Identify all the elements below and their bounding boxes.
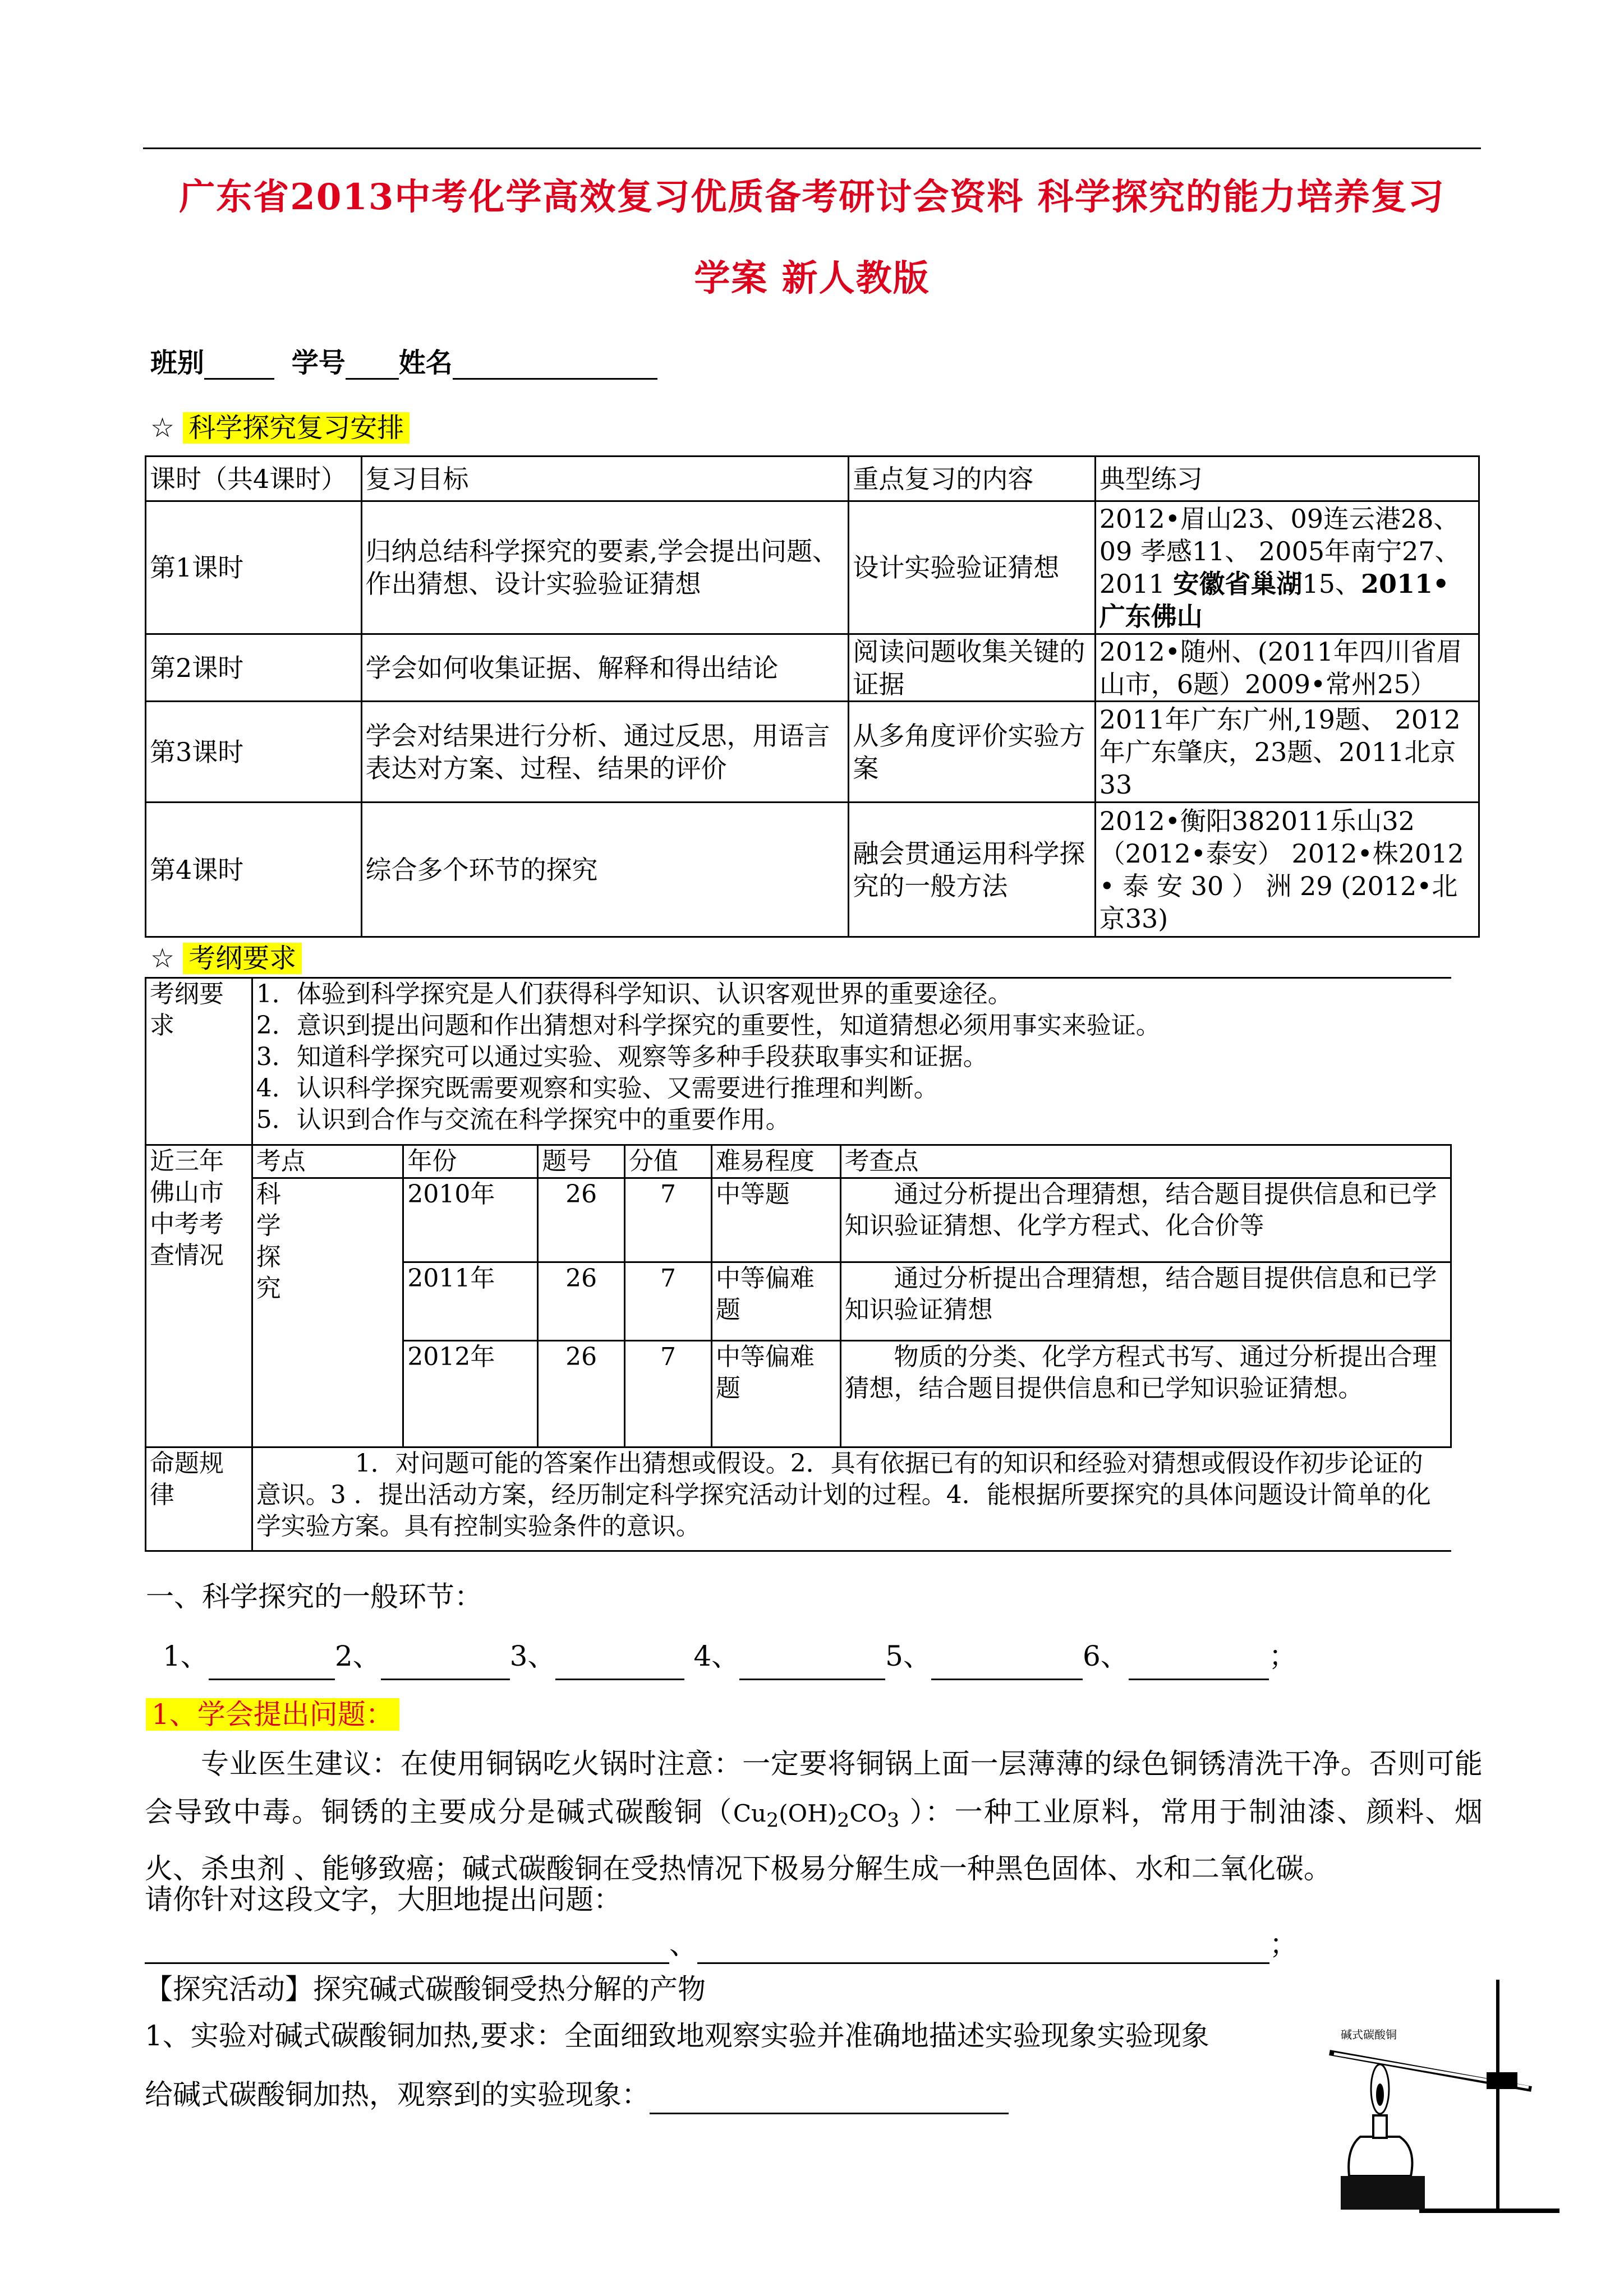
formula: [733, 1800, 900, 1832]
rule-label: 命题规律: [146, 1447, 252, 1551]
exam-point: 物质的分类、化学方程式书写、通过分析提出合理猜想，结合题目提供信息和已学知识验证猜想。: [840, 1341, 1451, 1447]
exam-topic: [252, 1178, 403, 1447]
focus-cell: 从多角度评价实验方案: [849, 702, 1095, 803]
blank-label: 2、: [334, 1640, 381, 1672]
syllabus-table: [145, 977, 1452, 1552]
top-rule: [143, 147, 1481, 149]
table-row: [146, 501, 1479, 634]
req-item: 5．认识到合作与交流在科学探究中的重要作用。: [256, 1105, 790, 1134]
doctor-advice-paragraph: [145, 1740, 1483, 1893]
name-field[interactable]: [453, 349, 657, 380]
practice-text: 2012•眉山23、09连云港28、09 孝感11、 2005年南宁27、2011: [1099, 504, 1461, 599]
exam-header: 分值: [625, 1145, 712, 1178]
part2-heading: [146, 1690, 399, 1739]
heating-apparatus-diagram: [1307, 1968, 1565, 2215]
blank-end: ；: [1268, 1640, 1297, 1672]
star-icon: ☆: [150, 943, 175, 974]
part1-heading: 一、科学探究的一般环节：: [146, 1580, 482, 1613]
practice-cell: [1095, 501, 1479, 634]
practice-bold: 安徽省巢湖: [1173, 569, 1303, 599]
question-field[interactable]: [145, 1933, 669, 1964]
doc-title-line1: 广东省2013中考化学高效复习优质备考研讨会资料 科学探究的能力培养复习: [179, 176, 1445, 218]
requirements-row: [146, 978, 1451, 1145]
table-row: [146, 634, 1479, 702]
end: ；: [1269, 1928, 1298, 1961]
schedule-header-row: [146, 457, 1479, 501]
req-item: 4．认识科学探究既需要观察和实验、又需要进行推理和判断。: [256, 1074, 938, 1103]
schedule-header: 复习目标: [361, 457, 849, 501]
exam-point: 通过分析提出合理猜想，结合题目提供信息和已学知识验证猜想: [840, 1262, 1451, 1341]
number-label: 学号: [291, 347, 346, 379]
formula-sub: 2: [766, 1809, 779, 1832]
exam-header: 难易程度: [711, 1145, 840, 1178]
goal-cell: 归纳总结科学探究的要素,学会提出问题、作出猜想、设计实验验证猜想: [361, 501, 849, 634]
focus-cell: 阅读问题收集关键的证据: [849, 634, 1095, 702]
blank-field[interactable]: [739, 1649, 885, 1680]
step2-text: 给碱式碳酸铜加热，观察到的实验现象：: [145, 2078, 650, 2111]
goal-cell: 学会如何收集证据、解释和得出结论: [361, 634, 849, 702]
exam-level: 中等题: [711, 1178, 840, 1262]
exam-num: 26: [538, 1178, 625, 1262]
exam-header: 考查点: [840, 1145, 1451, 1178]
focus-cell: 设计实验验证猜想: [849, 501, 1095, 634]
formula-part: (OH): [779, 1800, 838, 1827]
question-field[interactable]: [697, 1933, 1269, 1964]
steps-blanks: [163, 1632, 1297, 1680]
exam-score: 7: [625, 1178, 712, 1262]
activity-title: 【探究活动】探究碱式碳酸铜受热分解的产物: [145, 1973, 706, 2005]
practice-cell: 2012•随州、(2011年四川省眉山市，6题）2009•常州25）: [1095, 634, 1479, 702]
schedule-table: [145, 455, 1480, 938]
figure-label: 碱式碳酸铜: [1341, 2028, 1397, 2041]
exam-header: 考点: [252, 1145, 403, 1178]
lesson-cell: 第4课时: [146, 803, 362, 937]
exam-num: 26: [538, 1262, 625, 1341]
goal-cell: 学会对结果进行分析、通过反思，用语言表达对方案、过程、结果的评价: [361, 702, 849, 803]
rule-text: 1．对问题可能的答案作出猜想或假设。2．具有依据已有的知识和经验对猜想或假设作初步论证的意识。3 ．提出活动方案，经历制定科学探究活动计划的过程。4．能根据所要探究的具体问题设计简单的化学实验方案。具有控制实验条件的意识。: [252, 1447, 1451, 1551]
practice-text: 15、: [1302, 569, 1361, 599]
blank-field[interactable]: [555, 1649, 684, 1680]
exam-level: 中等偏难题: [711, 1341, 840, 1447]
blank-field[interactable]: [1129, 1649, 1269, 1680]
table-row: [146, 1178, 1451, 1262]
table-row: [146, 803, 1479, 937]
lamp-wick: [1373, 2115, 1387, 2138]
exam-header: 题号: [538, 1145, 625, 1178]
exam-score: 7: [625, 1262, 712, 1341]
blank-field[interactable]: [931, 1649, 1083, 1680]
exam-num: 26: [538, 1341, 625, 1447]
section2-heading: [150, 937, 302, 975]
exam-year: 2012年: [403, 1341, 538, 1447]
req-item: 1．体验到科学探究是人们获得科学知识、认识客观世界的重要途径。: [256, 980, 1013, 1008]
lesson-cell: 第3课时: [146, 702, 362, 803]
schedule-header: 课时（共4课时）: [146, 457, 362, 501]
number-field[interactable]: [346, 349, 399, 380]
blank-field[interactable]: [381, 1649, 510, 1680]
exam-score: 7: [625, 1341, 712, 1447]
exam-label: 近三年佛山市中考考查情况: [146, 1145, 252, 1447]
observation-field[interactable]: [650, 2083, 1009, 2114]
question-blanks: [145, 1925, 1298, 1964]
req-item: 3．知道科学探究可以通过实验、观察等多种手段获取事实和证据。: [256, 1043, 988, 1071]
practice-cell: 2012•衡阳382011乐山32（2012•泰安） 2012•株2012 • 泰 安 30 ） 洲 29 (2012•北京33): [1095, 803, 1479, 937]
student-info: [150, 341, 657, 380]
exam-header-row: [146, 1145, 1451, 1178]
exam-topic-text: 科学探究: [256, 1180, 281, 1303]
formula-sub: 3: [887, 1809, 900, 1832]
para-text: 专业医生建议：在使用铜锅吃火锅时注意：一定要将铜锅上面一层薄薄的绿色铜锈清洗干净。否则可能会导致中毒。铜锈的主要成分是碱式碳酸铜（: [145, 1748, 1483, 1828]
doc-title-line2: 学案 新人教版: [694, 257, 930, 299]
section1-title: 科学探究复习安排: [183, 412, 410, 444]
table-row: [146, 702, 1479, 803]
practice-cell: 2011年广东广州,19题、 2012年广东肇庆，23题、2011北京33: [1095, 702, 1479, 803]
lesson-cell: 第1课时: [146, 501, 362, 634]
step1-text: 1、实验对碱式碳酸铜加热,要求：全面细致地观察实验并准确地描述实验现象实验现象: [145, 2020, 1209, 2052]
class-field[interactable]: [204, 349, 274, 380]
blank-label: 3、: [509, 1640, 556, 1672]
blank-label: 1、: [163, 1640, 209, 1672]
class-label: 班别: [150, 347, 205, 379]
blank-label: 4、: [693, 1640, 740, 1672]
focus-cell: 融会贯通运用科学探究的一般方法: [849, 803, 1095, 937]
alcohol-lamp-icon: [1349, 2137, 1412, 2176]
req-list: [252, 978, 1451, 1145]
formula-sub: 2: [837, 1809, 850, 1832]
formula-part: CO: [849, 1800, 887, 1827]
lamp-stand: [1341, 2176, 1425, 2210]
schedule-header: 重点复习的内容: [849, 457, 1095, 501]
req-item: 2．意识到提出问题和作出猜想对科学探究的重要性，知道猜想必须用事实来验证。: [256, 1011, 1161, 1040]
sep: 、: [669, 1928, 697, 1961]
formula-part: Cu: [733, 1800, 767, 1827]
req-label: 考纲要求: [146, 978, 252, 1145]
flame-core: [1376, 2083, 1384, 2106]
exam-header: 年份: [403, 1145, 538, 1178]
blank-label: 6、: [1082, 1640, 1129, 1672]
exam-level: 中等偏难题: [711, 1262, 840, 1341]
blank-field[interactable]: [209, 1649, 335, 1680]
section1-heading: [150, 406, 410, 445]
name-label: 姓名: [398, 347, 453, 379]
lesson-cell: 第2课时: [146, 634, 362, 702]
para-text: ）：一种工业原料，常用于制油漆、颜料、烟火、杀虫剂 、能够致癌；碱式碳酸铜在受热情况下极易分解生成一种黑色固体、水和二氧化碳。: [145, 1796, 1483, 1885]
stand-base: [1419, 2209, 1559, 2213]
exam-year: 2010年: [403, 1178, 538, 1262]
blank-label: 5、: [885, 1640, 931, 1672]
exam-point: 通过分析提出合理猜想，结合题目提供信息和已学知识验证猜想、化学方程式、化合价等: [840, 1178, 1451, 1262]
question-prompt: 请你针对这段文字，大胆地提出问题：: [145, 1883, 622, 1916]
rule-row: [146, 1447, 1451, 1551]
step2: [145, 2075, 1009, 2114]
schedule-header: 典型练习: [1095, 457, 1479, 501]
goal-cell: 综合多个环节的探究: [361, 803, 849, 937]
part2-title: 1、学会提出问题：: [146, 1698, 399, 1731]
exam-year: 2011年: [403, 1262, 538, 1341]
section2-title: 考纲要求: [183, 943, 302, 974]
star-icon: ☆: [150, 412, 175, 444]
practice-bold: 2011•广东佛山: [1099, 569, 1450, 631]
clamp-icon: [1487, 2072, 1517, 2089]
